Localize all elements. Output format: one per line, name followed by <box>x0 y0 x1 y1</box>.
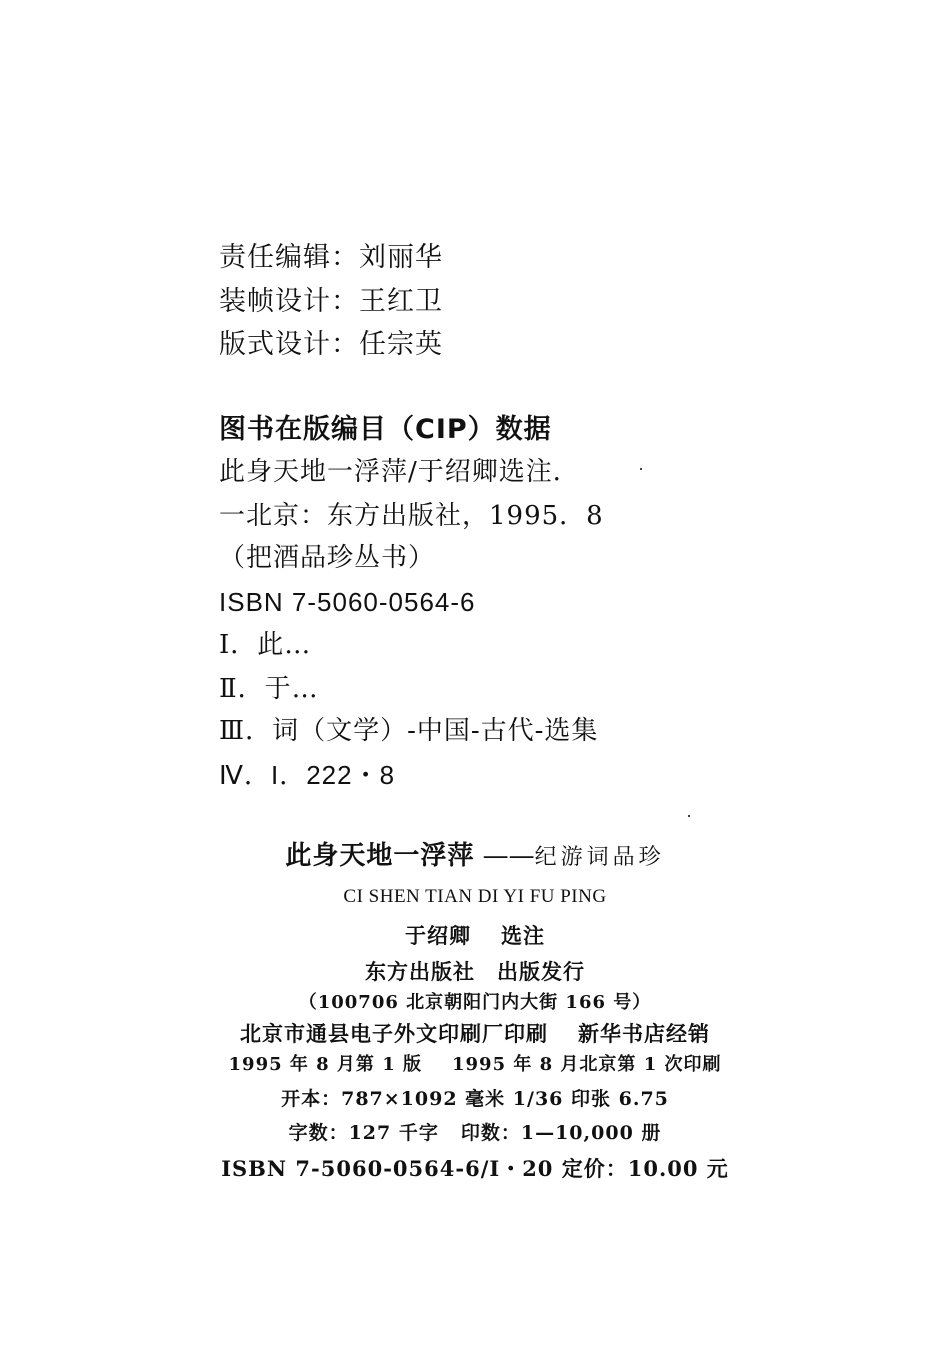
colophon-editor-role: 选注 <box>501 923 545 948</box>
binding-design-credit <box>219 288 443 315</box>
colophon-word-count: 字数：127 千字 <box>288 1122 439 1144</box>
binding-design-label: 装帧设计： <box>219 286 359 317</box>
colophon-isbn-price: ISBN 7-5060-0564-6/I・20 定价：10.00 元 <box>221 1156 729 1181</box>
colophon-editor <box>0 925 950 946</box>
cip-isbn: ISBN 7-5060-0564-6 <box>219 587 476 617</box>
binding-design-name: 王红卫 <box>359 286 443 317</box>
editor-name: 刘丽华 <box>359 242 443 273</box>
colophon-distributor: 新华书店经销 <box>578 1021 710 1046</box>
colophon-editor-name: 于绍卿 <box>405 923 471 948</box>
scan-speck <box>688 815 690 817</box>
cip-series-line: （把酒品珍丛书） <box>219 543 436 573</box>
layout-design-label: 版式设计： <box>219 329 359 360</box>
colophon-counts <box>0 1124 950 1143</box>
cip-classification: Ⅳ．I．222・8 <box>219 760 396 790</box>
colophon-title <box>0 843 950 869</box>
cip-subject-1: Ⅰ．此… <box>219 630 312 660</box>
colophon-printer-line <box>0 1023 950 1044</box>
colophon-print-run: 印数：1—10,000 册 <box>460 1122 662 1144</box>
cip-title-line: 此身天地一浮萍/于绍卿选注． <box>219 457 580 487</box>
cip-heading: 图书在版编目（CIP）数据 <box>219 414 552 445</box>
cip-publisher-line: 一北京：东方出版社，1995．8 <box>219 501 604 531</box>
colophon-title-sub: 纪游词品珍 <box>534 845 665 870</box>
colophon-title-dash: —— <box>482 841 535 871</box>
colophon-pinyin: CI SHEN TIAN DI YI FU PING <box>343 886 607 907</box>
layout-design-name: 任宗英 <box>359 329 443 360</box>
colophon-printer: 北京市通县电子外文印刷厂印刷 <box>240 1021 548 1046</box>
colophon-format: 开本：787×1092 毫米 1/36 印张 6.75 <box>281 1088 669 1110</box>
scan-speck <box>640 468 642 470</box>
editor-credit <box>219 244 443 271</box>
cip-subject-3: Ⅲ．词（文学）-中国-古代-选集 <box>219 716 599 746</box>
colophon-publisher-role: 出版发行 <box>497 959 585 984</box>
colophon-address: （100706 北京朝阳门内大街 166 号） <box>298 992 652 1013</box>
colophon-edition-line <box>0 1056 950 1074</box>
layout-design-credit <box>219 331 443 358</box>
colophon-edition: 1995 年 8 月第 1 版 <box>228 1054 422 1075</box>
cip-subject-2: Ⅱ．于… <box>219 674 319 704</box>
colophon-printing: 1995 年 8 月北京第 1 次印刷 <box>452 1054 722 1075</box>
colophon-publisher-name: 东方出版社 <box>365 959 475 984</box>
colophon-publisher <box>0 961 950 982</box>
editor-label: 责任编辑： <box>219 242 359 273</box>
colophon-title-main: 此身天地一浮萍 <box>285 841 475 871</box>
